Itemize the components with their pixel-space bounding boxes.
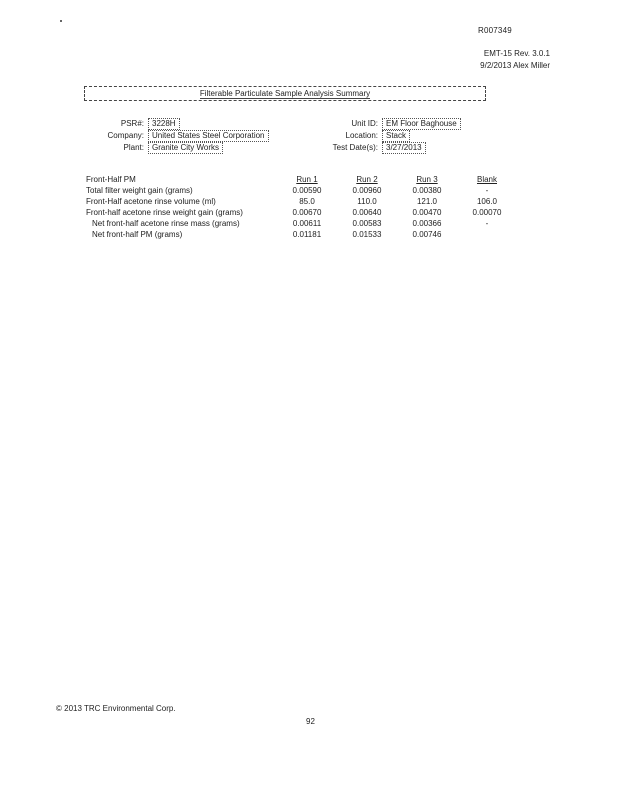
header-run-3: Run 3 bbox=[416, 175, 438, 184]
company-label: Company: bbox=[107, 131, 144, 140]
cell-run-1: 0.01181 bbox=[292, 230, 322, 239]
psr-label: PSR#: bbox=[120, 119, 144, 128]
cell-blank: - bbox=[485, 186, 489, 195]
results-table bbox=[86, 174, 517, 240]
scan-speck bbox=[60, 20, 62, 22]
plant-label: Plant: bbox=[123, 143, 144, 152]
cell-blank: 106.0 bbox=[476, 197, 498, 206]
cell-run-2: 0.01533 bbox=[352, 230, 382, 239]
page-number: 92 bbox=[306, 717, 315, 726]
table-row bbox=[86, 185, 517, 196]
cell-blank bbox=[457, 229, 517, 240]
table-row bbox=[86, 218, 517, 229]
plant-value: Granite City Works bbox=[148, 142, 223, 154]
header-front-half-pm: Front-Half PM bbox=[86, 175, 136, 184]
header-run-2: Run 2 bbox=[356, 175, 378, 184]
psr-value: 3228H bbox=[148, 118, 180, 130]
cell-run-1: 0.00611 bbox=[292, 219, 322, 228]
row-label: Front-half acetone rinse weight gain (grams) bbox=[86, 208, 243, 217]
cell-run-1: 0.00590 bbox=[292, 186, 322, 195]
unit-id-label: Unit ID: bbox=[351, 119, 378, 128]
cell-run-2: 110.0 bbox=[357, 197, 377, 206]
cell-run-3: 0.00746 bbox=[412, 230, 442, 239]
info-section bbox=[0, 118, 618, 158]
document-title: Filterable Particulate Sample Analysis Summary bbox=[199, 89, 371, 98]
company-value: United States Steel Corporation bbox=[148, 130, 269, 142]
page-id: R007349 bbox=[478, 26, 512, 35]
cell-run-3: 121.0 bbox=[416, 197, 438, 206]
header-blank: Blank bbox=[476, 175, 497, 184]
results-header-row bbox=[86, 174, 517, 185]
location-value: Stack bbox=[382, 130, 410, 142]
cell-run-1: 0.00670 bbox=[292, 208, 322, 217]
row-label: Front-Half acetone rinse volume (ml) bbox=[86, 197, 216, 206]
row-label: Net front-half acetone rinse mass (grams) bbox=[92, 219, 240, 228]
cell-blank: - bbox=[485, 219, 489, 228]
document-reference bbox=[480, 48, 550, 72]
title-box bbox=[84, 86, 486, 101]
cell-blank: 0.00070 bbox=[472, 208, 502, 217]
cell-run-2: 0.00640 bbox=[352, 208, 382, 217]
cell-run-1: 85.0 bbox=[299, 197, 315, 206]
table-row bbox=[86, 207, 517, 218]
cell-run-3: 0.00380 bbox=[412, 186, 442, 195]
table-row bbox=[86, 196, 517, 207]
cell-run-2: 0.00583 bbox=[352, 219, 382, 228]
test-date-label: Test Date(s): bbox=[332, 143, 378, 152]
unit-id-value: EM Floor Baghouse bbox=[382, 118, 461, 130]
location-label: Location: bbox=[345, 131, 378, 140]
cell-run-2: 0.00960 bbox=[352, 186, 382, 195]
doc-ref-line-1: EMT-15 Rev. 3.0.1 bbox=[483, 49, 550, 58]
table-row bbox=[86, 229, 517, 240]
doc-ref-line-2: 9/2/2013 Alex Miller bbox=[480, 61, 550, 70]
header-run-1: Run 1 bbox=[296, 175, 318, 184]
row-label: Net front-half PM (grams) bbox=[92, 230, 183, 239]
row-label: Total filter weight gain (grams) bbox=[86, 186, 193, 195]
footer-copyright: © 2013 TRC Environmental Corp. bbox=[56, 704, 176, 713]
cell-run-3: 0.00366 bbox=[412, 219, 442, 228]
cell-run-3: 0.00470 bbox=[412, 208, 442, 217]
test-date-value: 3/27/2013 bbox=[382, 142, 426, 154]
